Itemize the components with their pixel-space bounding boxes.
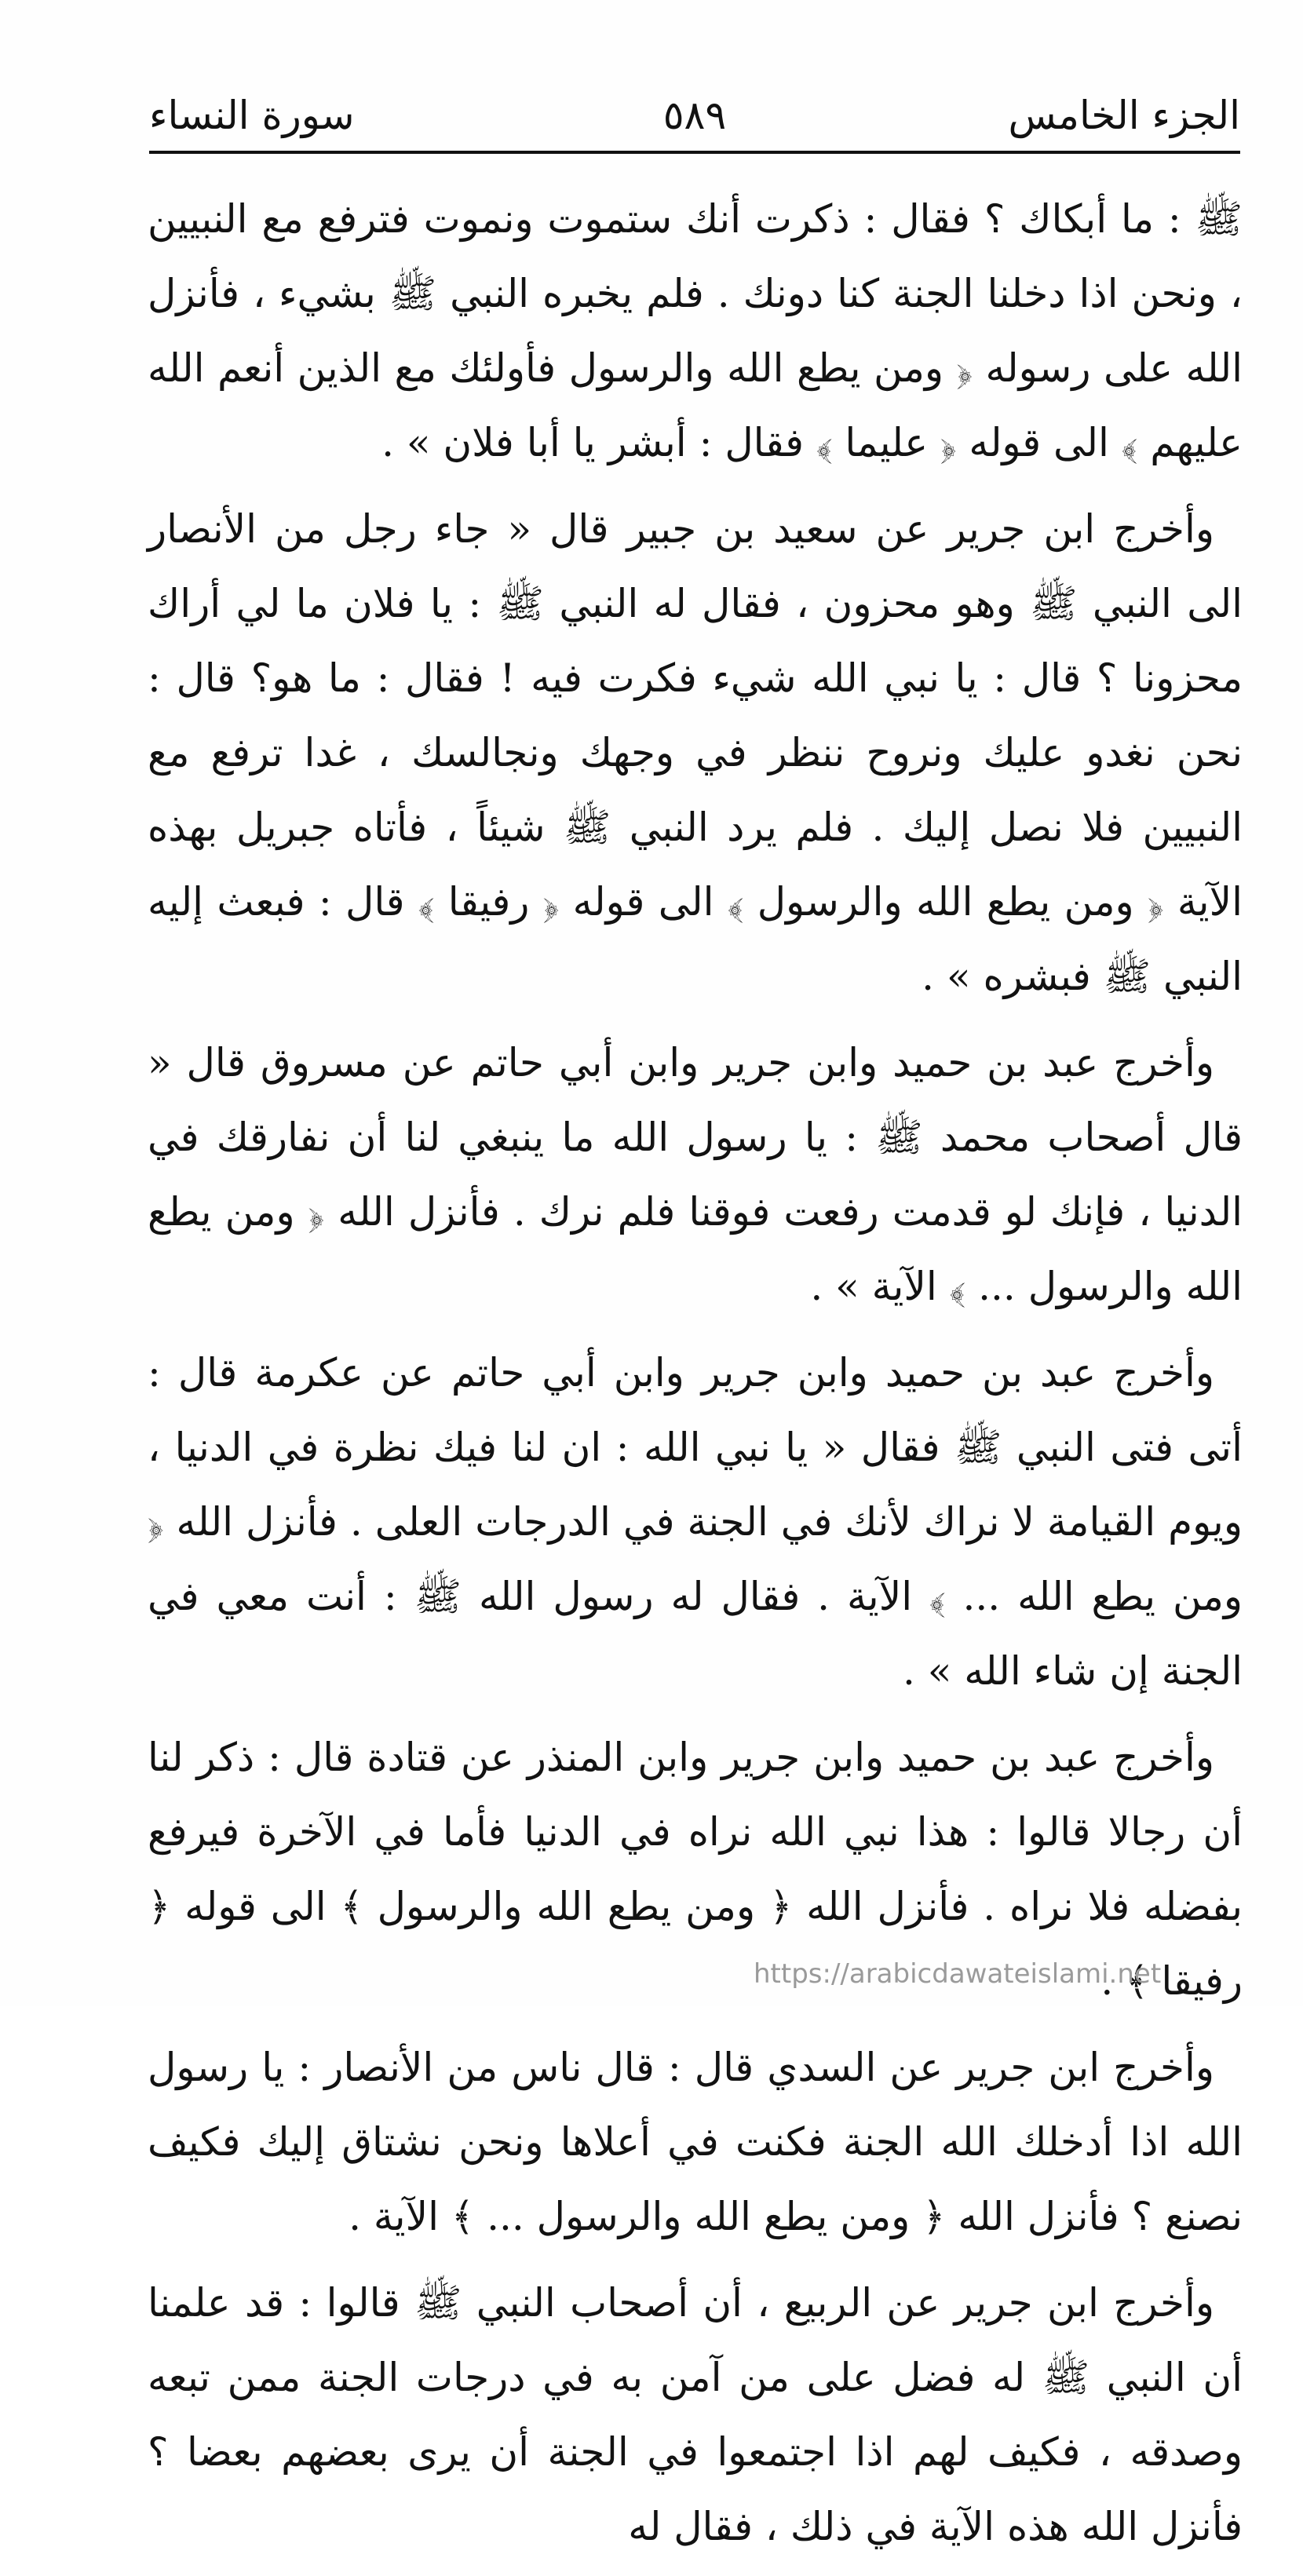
watermark-url: https://arabicdawateislami.net [754,1958,1162,1990]
page-body-text [148,182,1243,2576]
paragraph-5: وأخرج عبد بن حميد وابن جرير وابن المنذر عن قتادة قال : ذكر لنا أن رجالا قالوا : هذا نبي الله نراه في الدنيا فأما في الآخرة فيرفع بفضله فلا نراه . فأنزل الله ﴿ ومن يطع الله والرسول ﴾ الى قوله ﴿ رفيقا ﴾ . [148,1735,1243,2004]
paragraph-1: ﷺ : ما أبكاك ؟ فقال : ذكرت أنك ستموت ونموت فترفع مع النبيين ، ونحن اذا دخلنا الجنة كنا دونك . فلم يخبره النبي ﷺ بشيء ، فأنزل الله على رسوله ﴿ ومن يطع الله والرسول فأولئك مع الذين أنعم الله عليهم ﴾ الى قوله ﴿ عليما ﴾ فقال : أبشر يا أبا فلان » . [148,196,1243,465]
paragraph-6: وأخرج ابن جرير عن السدي قال : قال ناس من الأنصار : يا رسول الله اذا أدخلك الله الجنة فكنت في أعلاها ونحن نشتاق إليك فكيف نصنع ؟ فأنزل الله ﴿ ومن يطع الله والرسول ... ﴾ الآية . [148,2045,1243,2239]
header-divider [149,151,1240,154]
page-number: ٥٨٩ [662,93,727,138]
paragraph-2: وأخرج ابن جرير عن سعيد بن جبير قال « جاء رجل من الأنصار الى النبي ﷺ وهو محزون ، فقال له النبي ﷺ : يا فلان ما لي أراك محزونا ؟ قال : يا نبي الله شيء فكرت فيه ! فقال : ما هو؟ قال : نحن نغدو عليك ونروح ننظر في وجهك ونجالسك ، غدا ترفع مع النبيين فلا نصل إليك . فلم يرد النبي ﷺ شيئاً ، فأتاه جبريل بهذه الآية ﴿ ومن يطع الله والرسول ﴾ الى قوله ﴿ رفيقا ﴾ قال : فبعث إليه النبي ﷺ فبشره » . [148,506,1243,999]
paragraph-3: وأخرج عبد بن حميد وابن جرير وابن أبي حاتم عن مسروق قال « قال أصحاب محمد ﷺ : يا رسول الله ما ينبغي لنا أن نفارقك في الدنيا ، فإنك لو قدمت رفعت فوقنا فلم نرك . فأنزل الله ﴿ ومن يطع الله والرسول ... ﴾ الآية » . [148,1040,1243,1309]
paragraph-4: وأخرج عبد بن حميد وابن جرير وابن أبي حاتم عن عكرمة قال : أتى فتى النبي ﷺ فقال « يا نبي الله : ان لنا فيك نظرة في الدنيا ، ويوم القيامة لا نراك لأنك في الجنة في الدرجات العلى . فأنزل الله ﴿ ومن يطع الله ... ﴾ الآية . فقال له رسول الله ﷺ : أنت معي في الجنة إن شاء الله » . [148,1350,1243,1694]
volume-title: الجزء الخامس [1008,93,1240,138]
surah-title: سورة النساء [149,93,355,138]
page-header [149,88,1240,151]
paragraph-7: وأخرج ابن جرير عن الربيع ، أن أصحاب النبي ﷺ قالوا : قد علمنا أن النبي ﷺ له فضل على من آمن به في درجات الجنة ممن تبعه وصدقه ، فكيف لهم اذا اجتمعوا في الجنة أن يرى بعضهم بعضا ؟ فأنزل الله هذه الآية في ذلك ، فقال له [148,2280,1243,2549]
